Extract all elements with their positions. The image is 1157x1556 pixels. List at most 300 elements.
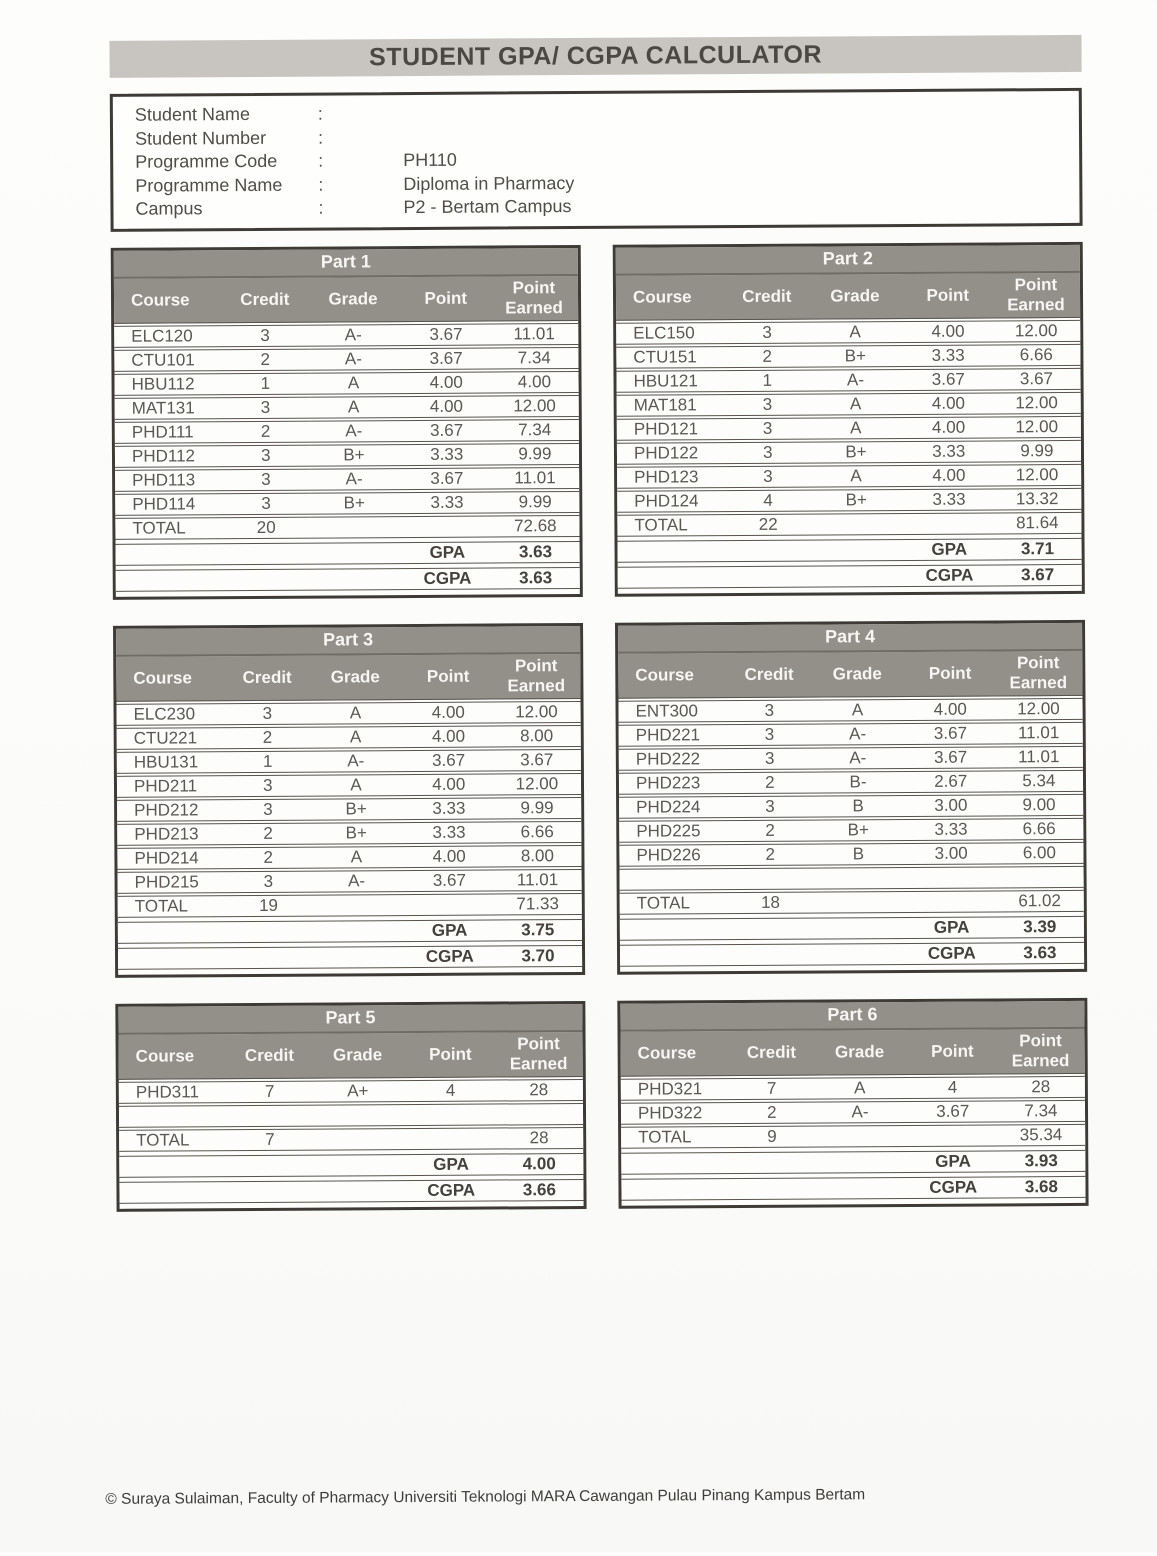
table-row xyxy=(620,865,1084,890)
info-separator: : xyxy=(318,197,403,219)
cell-course: PHD224 xyxy=(619,797,730,818)
part-title: Part 3 xyxy=(116,625,580,656)
cell-grade: B+ xyxy=(307,799,405,820)
part-table xyxy=(113,622,585,977)
cell-point: 4.00 xyxy=(405,774,493,795)
total-credit: 9 xyxy=(732,1126,811,1146)
cell-point: 3.67 xyxy=(906,723,994,744)
cell-credit: 1 xyxy=(228,751,307,771)
cell-credit: 3 xyxy=(228,775,307,795)
gpa-row xyxy=(116,540,580,565)
cell-point-earned: 12.00 xyxy=(492,701,580,722)
part-table xyxy=(615,619,1087,974)
info-separator: : xyxy=(318,150,403,172)
column-header: Point xyxy=(904,285,992,305)
total-label: TOTAL xyxy=(617,515,728,536)
total-label: TOTAL xyxy=(620,893,731,914)
column-header: Credit xyxy=(727,287,806,307)
gpa-row xyxy=(119,1152,583,1177)
total-row xyxy=(617,511,1081,536)
gpa-value: 3.39 xyxy=(996,916,1084,937)
cell-credit: 4 xyxy=(729,490,808,510)
cell-course: CTU151 xyxy=(616,347,727,368)
info-label: Programme Code xyxy=(135,151,318,173)
total-credit: 20 xyxy=(227,517,306,537)
cell-point: 3.00 xyxy=(907,843,995,864)
cell-course: MAT181 xyxy=(617,395,728,416)
cell-point xyxy=(407,1114,495,1115)
cell-point: 4 xyxy=(908,1077,996,1098)
cell-credit: 7 xyxy=(732,1078,811,1098)
cell-grade: B+ xyxy=(807,490,905,511)
cell-course: ELC230 xyxy=(117,704,228,725)
part-title: Part 6 xyxy=(620,1000,1084,1031)
column-header: Credit xyxy=(730,665,809,685)
cell-course: PHD112 xyxy=(115,446,226,467)
cell-credit: 3 xyxy=(227,493,306,513)
table-row xyxy=(619,721,1083,746)
cgpa-label: CGPA xyxy=(909,1177,997,1198)
gpa-value: 3.93 xyxy=(997,1150,1085,1171)
cell-point: 3.33 xyxy=(904,345,992,366)
total-credit: 18 xyxy=(731,892,810,912)
cell-course: HBU112 xyxy=(114,374,225,395)
part-table xyxy=(617,997,1088,1208)
cell-course: PHD223 xyxy=(619,773,730,794)
info-separator: : xyxy=(318,174,403,196)
cell-course: PHD122 xyxy=(617,443,728,464)
cgpa-label: CGPA xyxy=(905,565,993,586)
column-header-row xyxy=(119,1031,583,1079)
gpa-row xyxy=(618,537,1082,562)
column-header: Point xyxy=(404,667,492,687)
total-row xyxy=(118,892,582,917)
cell-point: 3.33 xyxy=(403,492,491,513)
cell-point: 3.67 xyxy=(402,324,490,345)
cell-point-earned: 12.00 xyxy=(994,698,1082,719)
part-title: Part 5 xyxy=(118,1003,582,1034)
table-row xyxy=(617,391,1081,416)
cell-credit: 3 xyxy=(728,418,807,438)
cell-credit: 2 xyxy=(731,844,810,864)
cell-credit: 2 xyxy=(229,823,308,843)
cell-course: PHD215 xyxy=(118,872,229,893)
cell-point: 4.00 xyxy=(404,702,492,723)
cell-grade: B xyxy=(810,843,908,864)
cell-point: 3.67 xyxy=(405,870,493,891)
cell-grade: B+ xyxy=(807,346,905,367)
cell-credit: 3 xyxy=(228,799,307,819)
cell-point-earned: 11.01 xyxy=(490,323,578,344)
cell-credit: 3 xyxy=(730,700,809,720)
cell-grade: A- xyxy=(305,421,403,442)
part-rows xyxy=(114,322,579,515)
cgpa-value: 3.63 xyxy=(996,942,1084,963)
cell-credit: 1 xyxy=(226,373,305,393)
gpa-row xyxy=(620,915,1084,940)
cell-course: PHD123 xyxy=(617,467,728,488)
cell-point-earned: 6.66 xyxy=(992,344,1080,365)
cell-course: PHD322 xyxy=(621,1103,732,1124)
table-row xyxy=(621,1075,1085,1100)
cgpa-value: 3.68 xyxy=(997,1176,1085,1197)
copyright-footer: © Suraya Sulaiman, Faculty of Pharmacy Universiti Teknologi MARA Cawangan Pulau Pinang Kampus Bertam xyxy=(105,1485,1005,1508)
cell-point-earned: 11.01 xyxy=(994,722,1082,743)
cell-credit: 2 xyxy=(732,1102,811,1122)
column-header: Credit xyxy=(732,1043,811,1063)
column-header-row xyxy=(114,275,578,323)
cell-point: 4.00 xyxy=(906,699,994,720)
cell-credit: 2 xyxy=(229,847,308,867)
parts-row-3 xyxy=(115,997,1088,1211)
gpa-label: GPA xyxy=(405,920,493,941)
cell-grade: A- xyxy=(308,871,406,892)
cell-point: 4.00 xyxy=(402,396,490,417)
cell-point: 3.33 xyxy=(405,798,493,819)
column-header: Point Earned xyxy=(996,1031,1084,1070)
cell-point: 4.00 xyxy=(404,726,492,747)
total-label: TOTAL xyxy=(118,896,229,917)
table-row xyxy=(115,442,579,467)
cell-grade: A xyxy=(308,847,406,868)
info-label: Student Name xyxy=(135,104,318,126)
gpa-label: GPA xyxy=(907,917,995,938)
cell-point: 4 xyxy=(406,1080,494,1101)
table-row xyxy=(619,841,1083,866)
cell-credit: 3 xyxy=(728,394,807,414)
cell-point: 4.00 xyxy=(904,417,992,438)
column-header: Grade xyxy=(811,1042,909,1062)
part-title: Part 2 xyxy=(616,244,1080,275)
cell-grade: B+ xyxy=(305,445,403,466)
column-header: Course xyxy=(116,668,227,688)
table-row xyxy=(114,370,578,395)
total-point-earned: 81.64 xyxy=(993,512,1081,533)
cell-credit: 3 xyxy=(730,796,809,816)
cell-credit: 2 xyxy=(731,820,810,840)
cell-course: HBU121 xyxy=(616,371,727,392)
cell-point: 3.33 xyxy=(907,819,995,840)
gpa-label: GPA xyxy=(909,1151,997,1172)
cell-course: CTU221 xyxy=(117,728,228,749)
cell-credit: 2 xyxy=(228,727,307,747)
info-separator: : xyxy=(318,127,403,149)
column-header: Point xyxy=(406,1045,494,1065)
total-label: TOTAL xyxy=(115,518,226,539)
total-point-earned: 72.68 xyxy=(491,515,579,536)
cell-course: ENT300 xyxy=(618,701,729,722)
part-table xyxy=(613,241,1085,596)
cell-credit: 1 xyxy=(728,370,807,390)
cell-point-earned: 9.99 xyxy=(993,440,1081,461)
cell-grade xyxy=(309,1115,406,1116)
cell-point-earned: 28 xyxy=(495,1079,583,1100)
cell-point-earned: 9.99 xyxy=(491,443,579,464)
column-header-row xyxy=(618,650,1082,698)
info-label: Programme Name xyxy=(135,174,318,196)
parts-row-2 xyxy=(113,619,1087,977)
cell-course: PHD311 xyxy=(119,1082,230,1103)
cell-course: PHD225 xyxy=(619,821,730,842)
column-header: Point xyxy=(908,1041,996,1061)
cell-grade: A+ xyxy=(309,1081,407,1102)
cell-grade: A xyxy=(806,322,904,343)
part-rows xyxy=(116,700,581,893)
cell-grade: A xyxy=(307,703,405,724)
cell-grade: A xyxy=(307,727,405,748)
parts-row-1 xyxy=(111,241,1085,599)
cell-credit: 3 xyxy=(728,322,807,342)
cell-credit: 2 xyxy=(730,772,809,792)
cell-grade: B+ xyxy=(807,442,905,463)
cell-grade: A xyxy=(807,418,905,439)
cgpa-row xyxy=(116,566,580,591)
cell-credit: 3 xyxy=(728,466,807,486)
cell-course: PHD113 xyxy=(115,470,226,491)
info-label: Campus xyxy=(135,198,318,220)
cell-credit: 3 xyxy=(728,442,807,462)
cell-point: 3.33 xyxy=(403,444,491,465)
part-rows xyxy=(621,1075,1085,1124)
column-header: Point Earned xyxy=(490,278,578,317)
cell-credit: 3 xyxy=(226,397,305,417)
cgpa-row xyxy=(621,1175,1085,1200)
cell-grade: A- xyxy=(807,370,905,391)
cell-point-earned: 6.66 xyxy=(493,821,581,842)
cell-credit: 3 xyxy=(730,724,809,744)
cell-point: 2.67 xyxy=(907,771,995,792)
column-header: Credit xyxy=(230,1046,309,1066)
column-header: Grade xyxy=(307,667,405,687)
cell-grade: B+ xyxy=(305,493,403,514)
cell-course: MAT131 xyxy=(115,398,226,419)
cell-point: 3.67 xyxy=(403,468,491,489)
cell-point-earned: 12.00 xyxy=(992,392,1080,413)
cell-grade: A xyxy=(809,699,907,720)
table-row xyxy=(617,463,1081,488)
cell-course: PHD222 xyxy=(619,749,730,770)
cell-point: 4.00 xyxy=(904,393,992,414)
gpa-value: 3.63 xyxy=(491,541,579,562)
total-credit: 7 xyxy=(230,1129,309,1149)
cgpa-value: 3.63 xyxy=(492,567,580,588)
cell-point: 3.00 xyxy=(907,795,995,816)
cell-point-earned: 6.66 xyxy=(995,818,1083,839)
table-row xyxy=(116,700,580,725)
total-row xyxy=(620,889,1084,914)
total-row xyxy=(119,1126,583,1151)
cell-point-earned: 11.01 xyxy=(493,869,581,890)
cgpa-label: CGPA xyxy=(908,943,996,964)
cell-course: PHD211 xyxy=(117,776,228,797)
gpa-row xyxy=(621,1149,1085,1174)
cgpa-value: 3.67 xyxy=(993,564,1081,585)
total-point-earned: 35.34 xyxy=(997,1124,1085,1145)
cell-grade: A- xyxy=(809,723,907,744)
info-value: P2 - Bertam Campus xyxy=(403,193,1069,218)
cell-credit: 3 xyxy=(226,325,305,345)
cell-point-earned: 12.00 xyxy=(992,320,1080,341)
cell-grade: B- xyxy=(809,771,907,792)
table-row xyxy=(619,817,1083,842)
info-separator: : xyxy=(318,103,403,125)
table-row xyxy=(618,697,1082,722)
column-header: Course xyxy=(618,665,729,685)
table-row xyxy=(117,820,581,845)
table-row xyxy=(115,418,579,443)
cell-point-earned: 7.34 xyxy=(491,419,579,440)
cell-grade: A xyxy=(305,397,403,418)
table-row xyxy=(617,415,1081,440)
column-header: Point xyxy=(402,289,490,309)
table-row xyxy=(616,367,1080,392)
total-row xyxy=(621,1123,1085,1148)
cell-grade: A- xyxy=(307,751,405,772)
cell-point: 4.00 xyxy=(905,465,993,486)
gpa-label: GPA xyxy=(403,542,491,563)
table-row xyxy=(117,748,581,773)
gpa-value: 3.75 xyxy=(494,919,582,940)
cgpa-value: 3.70 xyxy=(494,945,582,966)
cell-grade: A xyxy=(305,373,403,394)
column-header: Grade xyxy=(806,286,904,306)
part-table xyxy=(111,244,583,599)
cell-point: 3.33 xyxy=(405,822,493,843)
table-row xyxy=(617,487,1081,512)
column-header: Grade xyxy=(309,1045,407,1065)
table-row xyxy=(118,868,582,893)
column-header: Course xyxy=(616,287,727,307)
gpa-row xyxy=(118,918,582,943)
cgpa-value: 3.66 xyxy=(495,1179,583,1200)
table-row xyxy=(119,1102,583,1127)
cgpa-row xyxy=(119,1178,583,1203)
table-row xyxy=(619,769,1083,794)
table-row xyxy=(117,844,581,869)
table-row xyxy=(115,466,579,491)
cell-course: PHD221 xyxy=(619,725,730,746)
cell-course xyxy=(620,879,731,880)
column-header: Course xyxy=(119,1046,230,1066)
cgpa-row xyxy=(618,563,1082,588)
total-label: TOTAL xyxy=(621,1127,732,1148)
cell-point: 3.67 xyxy=(402,348,490,369)
cell-point-earned: 4.00 xyxy=(490,371,578,392)
cgpa-label: CGPA xyxy=(403,568,491,589)
cell-point: 4.00 xyxy=(405,846,493,867)
cell-credit: 3 xyxy=(226,469,305,489)
cell-grade: A- xyxy=(305,469,403,490)
cell-course: PHD214 xyxy=(117,848,228,869)
cell-point: 3.67 xyxy=(404,750,492,771)
cell-credit: 3 xyxy=(730,748,809,768)
cell-grade: A- xyxy=(811,1101,909,1122)
cell-credit: 3 xyxy=(226,445,305,465)
gpa-label: GPA xyxy=(407,1154,495,1175)
cell-point: 4.00 xyxy=(402,372,490,393)
info-row-campus xyxy=(135,192,1069,221)
part-rows xyxy=(119,1078,583,1127)
cell-grade: B xyxy=(809,795,907,816)
gpa-value: 3.71 xyxy=(993,538,1081,559)
column-header-row xyxy=(621,1028,1085,1076)
cell-point-earned: 9.99 xyxy=(493,797,581,818)
cell-credit: 7 xyxy=(230,1081,309,1101)
part-table xyxy=(115,1000,586,1211)
column-header: Grade xyxy=(809,664,907,684)
cell-point: 3.33 xyxy=(905,441,993,462)
cell-course: ELC120 xyxy=(114,326,225,347)
cell-point: 4.00 xyxy=(904,321,992,342)
table-row xyxy=(616,319,1080,344)
gpa-value: 4.00 xyxy=(495,1153,583,1174)
cell-course: PHD321 xyxy=(621,1079,732,1100)
column-header: Course xyxy=(621,1043,732,1063)
cell-point-earned: 12.00 xyxy=(493,773,581,794)
cell-grade: A xyxy=(807,466,905,487)
cell-course: PHD111 xyxy=(115,422,226,443)
table-row xyxy=(619,745,1083,770)
cell-course: ELC150 xyxy=(616,323,727,344)
part-rows xyxy=(616,319,1081,512)
cell-course: PHD121 xyxy=(617,419,728,440)
title-bar xyxy=(109,35,1081,78)
column-header: Point Earned xyxy=(492,656,580,695)
part-title: Part 4 xyxy=(618,622,1082,653)
column-header: Grade xyxy=(304,289,402,309)
gpa-label: GPA xyxy=(905,539,993,560)
table-row xyxy=(114,322,578,347)
table-row xyxy=(114,346,578,371)
column-header: Course xyxy=(114,290,225,310)
cgpa-label: CGPA xyxy=(407,1180,495,1201)
column-header: Point Earned xyxy=(992,275,1080,314)
cell-grade: A- xyxy=(304,325,402,346)
column-header: Credit xyxy=(228,668,307,688)
cell-point: 3.67 xyxy=(909,1101,997,1122)
cell-point-earned: 9.99 xyxy=(491,491,579,512)
table-row xyxy=(117,724,581,749)
cell-grade: A xyxy=(807,394,905,415)
cgpa-label: CGPA xyxy=(406,946,494,967)
cell-point-earned: 3.67 xyxy=(493,749,581,770)
cell-point-earned: 13.32 xyxy=(993,488,1081,509)
cell-point-earned xyxy=(495,1113,583,1114)
cell-point: 3.67 xyxy=(906,747,994,768)
cell-credit: 2 xyxy=(226,421,305,441)
total-label: TOTAL xyxy=(119,1130,230,1151)
table-row xyxy=(621,1099,1085,1124)
cell-point-earned: 8.00 xyxy=(492,725,580,746)
cell-course: PHD124 xyxy=(617,491,728,512)
column-header: Point Earned xyxy=(494,1034,582,1073)
cell-grade xyxy=(810,877,907,878)
cell-course: PHD212 xyxy=(117,800,228,821)
column-header: Point Earned xyxy=(994,653,1082,692)
total-point-earned: 61.02 xyxy=(995,890,1083,911)
student-info-box xyxy=(110,88,1083,231)
cell-point: 3.33 xyxy=(905,489,993,510)
cell-grade: A xyxy=(811,1077,909,1098)
cell-point-earned: 12.00 xyxy=(993,416,1081,437)
table-row xyxy=(117,796,581,821)
info-value xyxy=(403,133,1069,137)
cell-point-earned: 11.01 xyxy=(491,467,579,488)
cell-point-earned: 9.00 xyxy=(995,794,1083,815)
cell-grade: A xyxy=(307,775,405,796)
cell-course xyxy=(119,1116,230,1117)
cell-course: HBU131 xyxy=(117,752,228,773)
